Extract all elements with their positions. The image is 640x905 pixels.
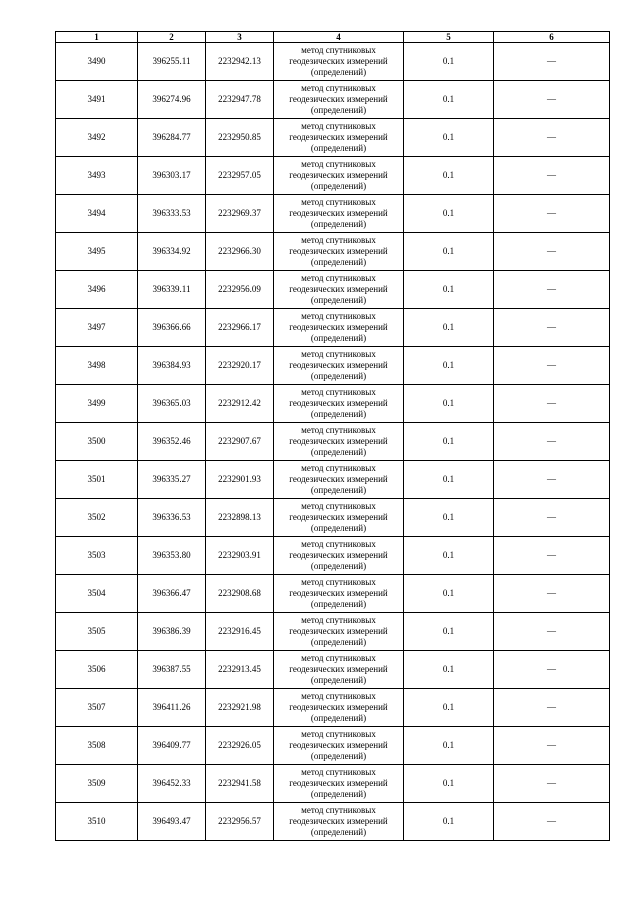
- point-number-cell: 3507: [56, 689, 138, 727]
- description-cell: —: [494, 765, 610, 803]
- description-cell: —: [494, 385, 610, 423]
- coordinate-y-cell: 2232913.45: [206, 651, 274, 689]
- point-number-cell: 3495: [56, 233, 138, 271]
- description-cell: —: [494, 613, 610, 651]
- coordinate-y-cell: 2232969.37: [206, 195, 274, 233]
- table-header: [56, 32, 610, 43]
- accuracy-cell: 0.1: [404, 385, 494, 423]
- method-cell: метод спутниковых геодезических измерений (определений): [274, 803, 404, 841]
- accuracy-cell: 0.1: [404, 43, 494, 81]
- point-number-cell: 3506: [56, 651, 138, 689]
- coordinate-y-cell: 2232950.85: [206, 119, 274, 157]
- coordinate-x-cell: 396339.11: [138, 271, 206, 309]
- accuracy-cell: 0.1: [404, 157, 494, 195]
- header-col-4: 4: [274, 32, 404, 43]
- coordinate-y-cell: 2232898.13: [206, 499, 274, 537]
- accuracy-cell: 0.1: [404, 651, 494, 689]
- description-cell: —: [494, 81, 610, 119]
- description-cell: —: [494, 461, 610, 499]
- coordinate-y-cell: 2232926.05: [206, 727, 274, 765]
- coordinate-x-cell: 396409.77: [138, 727, 206, 765]
- coordinate-x-cell: 396335.27: [138, 461, 206, 499]
- method-cell: метод спутниковых геодезических измерений (определений): [274, 727, 404, 765]
- description-cell: —: [494, 157, 610, 195]
- accuracy-cell: 0.1: [404, 613, 494, 651]
- coordinate-x-cell: 396366.66: [138, 309, 206, 347]
- method-cell: метод спутниковых геодезических измерений (определений): [274, 347, 404, 385]
- description-cell: —: [494, 689, 610, 727]
- description-cell: —: [494, 575, 610, 613]
- coordinate-y-cell: 2232920.17: [206, 347, 274, 385]
- coordinate-x-cell: 396384.93: [138, 347, 206, 385]
- method-cell: метод спутниковых геодезических измерений (определений): [274, 461, 404, 499]
- coordinate-y-cell: 2232941.58: [206, 765, 274, 803]
- coordinate-x-cell: 396452.33: [138, 765, 206, 803]
- point-number-cell: 3508: [56, 727, 138, 765]
- description-cell: —: [494, 119, 610, 157]
- method-cell: метод спутниковых геодезических измерений (определений): [274, 537, 404, 575]
- method-cell: метод спутниковых геодезических измерений (определений): [274, 233, 404, 271]
- point-number-cell: 3510: [56, 803, 138, 841]
- accuracy-cell: 0.1: [404, 119, 494, 157]
- header-col-6: 6: [494, 32, 610, 43]
- table-row: [56, 575, 610, 613]
- accuracy-cell: 0.1: [404, 461, 494, 499]
- coordinate-y-cell: 2232956.57: [206, 803, 274, 841]
- point-number-cell: 3503: [56, 537, 138, 575]
- coordinate-x-cell: 396366.47: [138, 575, 206, 613]
- accuracy-cell: 0.1: [404, 727, 494, 765]
- accuracy-cell: 0.1: [404, 765, 494, 803]
- accuracy-cell: 0.1: [404, 537, 494, 575]
- description-cell: —: [494, 195, 610, 233]
- table-row: [56, 271, 610, 309]
- accuracy-cell: 0.1: [404, 575, 494, 613]
- method-cell: метод спутниковых геодезических измерений (определений): [274, 157, 404, 195]
- coordinate-x-cell: 396333.53: [138, 195, 206, 233]
- coordinate-x-cell: 396387.55: [138, 651, 206, 689]
- coordinate-y-cell: 2232901.93: [206, 461, 274, 499]
- coordinate-x-cell: 396336.53: [138, 499, 206, 537]
- table-row: [56, 43, 610, 81]
- table-row: [56, 651, 610, 689]
- coordinate-x-cell: 396353.80: [138, 537, 206, 575]
- description-cell: —: [494, 651, 610, 689]
- coordinate-x-cell: 396493.47: [138, 803, 206, 841]
- method-cell: метод спутниковых геодезических измерений (определений): [274, 765, 404, 803]
- accuracy-cell: 0.1: [404, 233, 494, 271]
- table-row: [56, 461, 610, 499]
- description-cell: —: [494, 423, 610, 461]
- accuracy-cell: 0.1: [404, 499, 494, 537]
- coordinate-y-cell: 2232956.09: [206, 271, 274, 309]
- point-number-cell: 3499: [56, 385, 138, 423]
- table-row: [56, 81, 610, 119]
- table-row: [56, 309, 610, 347]
- accuracy-cell: 0.1: [404, 347, 494, 385]
- coordinate-x-cell: 396274.96: [138, 81, 206, 119]
- header-col-2: 2: [138, 32, 206, 43]
- description-cell: —: [494, 537, 610, 575]
- table-row: [56, 803, 610, 841]
- accuracy-cell: 0.1: [404, 803, 494, 841]
- header-row: [56, 32, 610, 43]
- coordinate-x-cell: 396365.03: [138, 385, 206, 423]
- point-number-cell: 3498: [56, 347, 138, 385]
- description-cell: —: [494, 727, 610, 765]
- accuracy-cell: 0.1: [404, 423, 494, 461]
- table-row: [56, 157, 610, 195]
- table-row: [56, 233, 610, 271]
- accuracy-cell: 0.1: [404, 689, 494, 727]
- description-cell: —: [494, 347, 610, 385]
- method-cell: метод спутниковых геодезических измерений (определений): [274, 385, 404, 423]
- table-row: [56, 119, 610, 157]
- coordinate-y-cell: 2232957.05: [206, 157, 274, 195]
- method-cell: метод спутниковых геодезических измерений (определений): [274, 271, 404, 309]
- method-cell: метод спутниковых геодезических измерений (определений): [274, 195, 404, 233]
- point-number-cell: 3505: [56, 613, 138, 651]
- accuracy-cell: 0.1: [404, 81, 494, 119]
- method-cell: метод спутниковых геодезических измерений (определений): [274, 499, 404, 537]
- accuracy-cell: 0.1: [404, 309, 494, 347]
- table-row: [56, 765, 610, 803]
- coordinate-y-cell: 2232903.91: [206, 537, 274, 575]
- table-row: [56, 385, 610, 423]
- description-cell: —: [494, 233, 610, 271]
- coordinate-y-cell: 2232947.78: [206, 81, 274, 119]
- coordinate-x-cell: 396303.17: [138, 157, 206, 195]
- coordinate-y-cell: 2232966.30: [206, 233, 274, 271]
- table-row: [56, 727, 610, 765]
- coordinate-y-cell: 2232921.98: [206, 689, 274, 727]
- table-row: [56, 499, 610, 537]
- point-number-cell: 3502: [56, 499, 138, 537]
- coordinate-y-cell: 2232966.17: [206, 309, 274, 347]
- method-cell: метод спутниковых геодезических измерений (определений): [274, 81, 404, 119]
- table-row: [56, 423, 610, 461]
- method-cell: метод спутниковых геодезических измерений (определений): [274, 119, 404, 157]
- coordinate-x-cell: 396386.39: [138, 613, 206, 651]
- coordinate-x-cell: 396411.26: [138, 689, 206, 727]
- point-number-cell: 3491: [56, 81, 138, 119]
- method-cell: метод спутниковых геодезических измерений (определений): [274, 423, 404, 461]
- method-cell: метод спутниковых геодезических измерений (определений): [274, 43, 404, 81]
- table-row: [56, 689, 610, 727]
- coordinate-x-cell: 396284.77: [138, 119, 206, 157]
- coordinate-x-cell: 396352.46: [138, 423, 206, 461]
- description-cell: —: [494, 803, 610, 841]
- table-body: [56, 43, 610, 841]
- table-row: [56, 537, 610, 575]
- table-row: [56, 347, 610, 385]
- coordinate-y-cell: 2232916.45: [206, 613, 274, 651]
- coordinate-y-cell: 2232908.68: [206, 575, 274, 613]
- point-number-cell: 3497: [56, 309, 138, 347]
- point-number-cell: 3509: [56, 765, 138, 803]
- header-col-3: 3: [206, 32, 274, 43]
- method-cell: метод спутниковых геодезических измерений (определений): [274, 575, 404, 613]
- method-cell: метод спутниковых геодезических измерений (определений): [274, 689, 404, 727]
- point-number-cell: 3490: [56, 43, 138, 81]
- point-number-cell: 3500: [56, 423, 138, 461]
- method-cell: метод спутниковых геодезических измерений (определений): [274, 651, 404, 689]
- method-cell: метод спутниковых геодезических измерений (определений): [274, 309, 404, 347]
- point-number-cell: 3492: [56, 119, 138, 157]
- description-cell: —: [494, 499, 610, 537]
- coordinate-y-cell: 2232907.67: [206, 423, 274, 461]
- coordinate-y-cell: 2232912.42: [206, 385, 274, 423]
- description-cell: —: [494, 309, 610, 347]
- point-number-cell: 3496: [56, 271, 138, 309]
- point-number-cell: 3504: [56, 575, 138, 613]
- accuracy-cell: 0.1: [404, 195, 494, 233]
- point-number-cell: 3493: [56, 157, 138, 195]
- coordinate-y-cell: 2232942.13: [206, 43, 274, 81]
- header-col-1: 1: [56, 32, 138, 43]
- table-row: [56, 195, 610, 233]
- coordinates-table: [55, 31, 610, 841]
- point-number-cell: 3501: [56, 461, 138, 499]
- coordinate-x-cell: 396255.11: [138, 43, 206, 81]
- table-row: [56, 613, 610, 651]
- accuracy-cell: 0.1: [404, 271, 494, 309]
- header-col-5: 5: [404, 32, 494, 43]
- point-number-cell: 3494: [56, 195, 138, 233]
- description-cell: —: [494, 43, 610, 81]
- method-cell: метод спутниковых геодезических измерений (определений): [274, 613, 404, 651]
- coordinate-x-cell: 396334.92: [138, 233, 206, 271]
- description-cell: —: [494, 271, 610, 309]
